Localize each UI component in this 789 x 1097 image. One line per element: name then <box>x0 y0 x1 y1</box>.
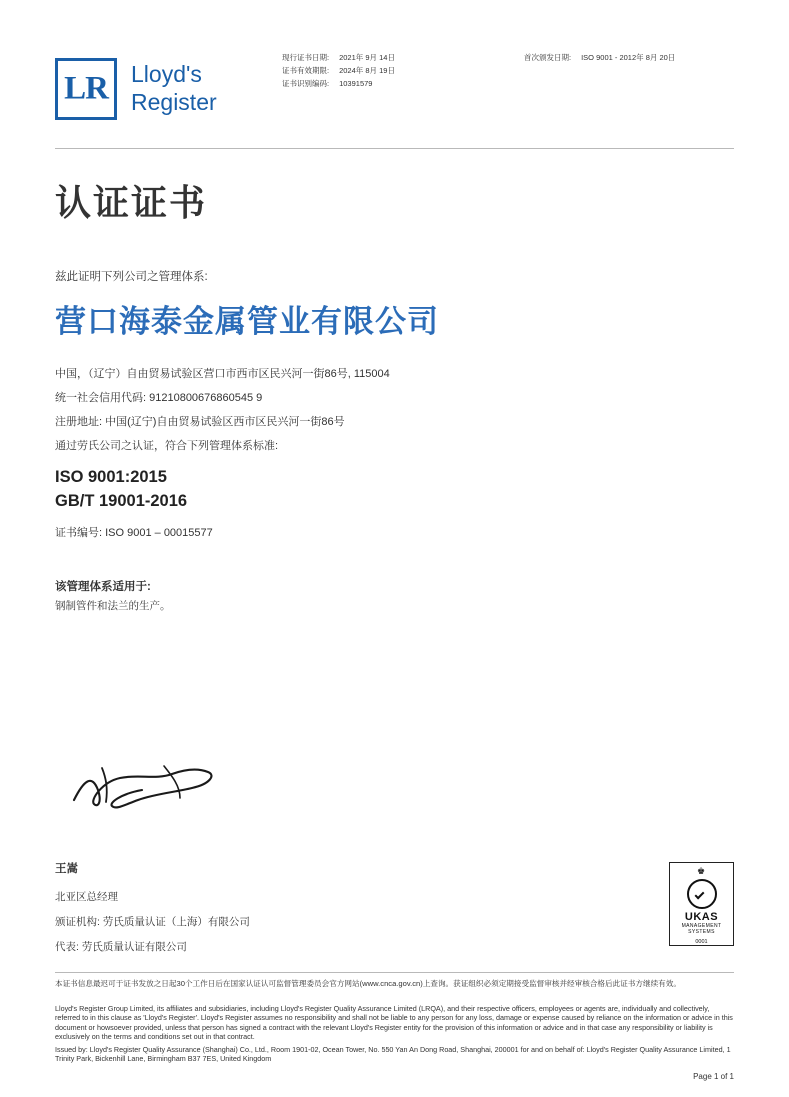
meta-label-identity-code: 证书识别编码: <box>282 79 330 88</box>
meta-column-left <box>282 51 524 90</box>
company-address: 中国，（辽宁）自由贸易试验区营口市西市区民兴河一街86号, 115004 <box>55 368 390 380</box>
standard-iso-9001: ISO 9001:2015 <box>55 468 167 486</box>
meta-label-current-date: 现行证书日期: <box>282 53 330 62</box>
lloyds-register-logo <box>55 58 217 120</box>
meta-value-current-date: 2021年 9月 14日 <box>339 53 395 62</box>
representative: 代表: 劳氏质量认证有限公司 <box>55 941 187 953</box>
footer-english-disclaimer <box>55 1004 734 1063</box>
meta-labels-right <box>524 51 571 90</box>
crown-icon: ♚ <box>696 866 707 876</box>
signatory-name: 王嵩 <box>55 863 78 875</box>
header-divider <box>55 148 734 149</box>
scope-heading: 该管理体系适用于: <box>55 581 151 593</box>
footer-disclaimer-paragraph: Lloyd's Register Group Limited, its affiliates and subsidiaries, including Lloyd's Register Quality Assurance Limited (LRQA), and their respective officers, employees or agents are, individually and collectively, referred to in this clause as 'Lloyd's Register'. Lloyd's Register assumes no responsibility and shall not be liable to any person for any loss, damage or expense caused by reliance on the information or advice in this document or howsoever provided, unless that person has signed a contract with the relevant Lloyd's Register entity for the provision of this information or advice and in that case any responsibility or liability is exclusively on the terms and conditions set out in that contract. <box>55 1004 733 1042</box>
page-number: Page 1 of 1 <box>693 1072 734 1081</box>
meta-value-expiry-date: 2024年 8月 19日 <box>339 66 395 75</box>
ukas-accreditation-mark <box>669 862 734 946</box>
meta-value-identity-code: 10391579 <box>339 79 373 88</box>
company-credit-code: 统一社会信用代码: 91210800676860545 9 <box>55 392 263 404</box>
certificate-meta <box>282 51 774 90</box>
meta-label-expiry-date: 证书有效期限: <box>282 66 330 75</box>
scope-text: 钢制管件和法兰的生产。 <box>55 600 171 612</box>
meta-value-first-issue: ISO 9001 - 2012年 8月 20日 <box>581 53 676 62</box>
ukas-sub-line2: SYSTEMS <box>688 929 715 935</box>
footer-chinese-note: 本证书信息最迟可于证书发放之日起30个工作日后在国家认证认可监督管理委员会官方网站(www.cnca.gov.cn)上查询。获证组织必须定期接受监督审核并经审核合格后此证书方继续有效。 <box>55 979 681 988</box>
logo-wordmark-line2: Register <box>131 89 217 115</box>
company-registered-address: 注册地址: 中国(辽宁)自由贸易试验区西市区民兴河一街86号 <box>55 416 345 428</box>
company-details <box>55 362 390 458</box>
certificate-header <box>0 0 789 148</box>
standards-list <box>55 465 187 513</box>
standard-gbt-19001: GB/T 19001-2016 <box>55 492 188 510</box>
lr-logo-icon <box>55 58 117 120</box>
handwritten-signature <box>68 760 238 820</box>
signatory-role: 北亚区总经理 <box>55 891 118 903</box>
meta-values-left <box>339 51 395 90</box>
footer-divider <box>55 972 734 973</box>
page-title: 认证证书 <box>55 182 208 223</box>
approval-line: 通过劳氏公司之认证，符合下列管理体系标准: <box>55 440 279 452</box>
ukas-sub-line1: MANAGEMENT <box>681 923 722 929</box>
certificate-number: 证书编号: ISO 9001 – 00015577 <box>55 527 213 539</box>
lr-monogram: LR <box>64 70 108 107</box>
meta-column-right <box>524 51 774 90</box>
meta-label-first-issue: 首次颁发日期: <box>524 53 572 62</box>
meta-values-right <box>581 51 675 90</box>
signatory-details <box>55 885 250 960</box>
meta-labels-left <box>282 51 329 90</box>
issuing-body: 颁证机构: 劳氏质量认证（上海）有限公司 <box>55 916 250 928</box>
logo-wordmark <box>131 61 217 116</box>
ukas-code: 0001 <box>695 939 708 945</box>
footer-issued-by-paragraph: Issued by: Lloyd's Register Quality Assurance (Shanghai) Co., Ltd., Room 1901-02, Ocean Tower, No. 550 Yan An Dong Road, Shanghai, 200001 for and on behalf of: Lloyd's Register Quality Assurance Limited, 1 Trinity Park, Bickenhill Lane, Birmingham B37 7ES, United Kingdom <box>55 1044 731 1064</box>
ukas-label: UKAS <box>684 911 719 923</box>
intro-text: 兹此证明下列公司之管理体系: <box>55 271 208 283</box>
tick-circle-icon <box>687 879 717 909</box>
logo-wordmark-line1: Lloyd's <box>131 61 202 88</box>
company-name: 营口海泰金属管业有限公司 <box>55 304 439 339</box>
